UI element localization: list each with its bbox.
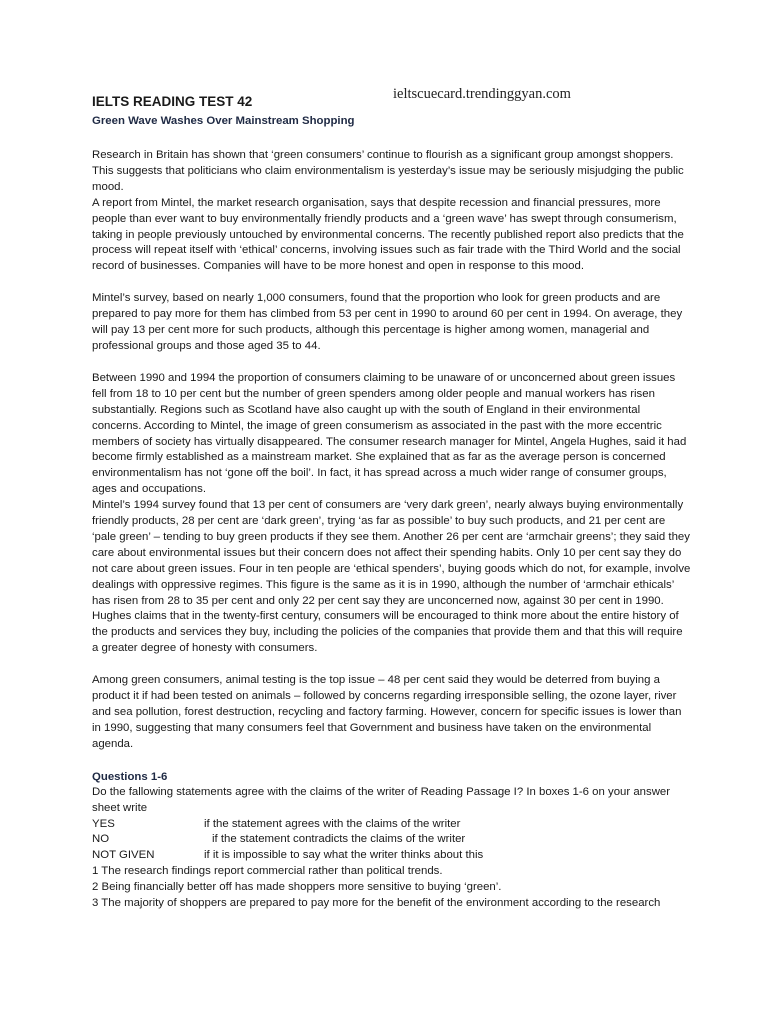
option-not-given: [92, 848, 692, 864]
question-item: 3 The majority of shoppers are prepared to pay more for the benefit of the environment according to the research: [92, 897, 661, 910]
option-no: [92, 832, 692, 848]
paragraph-2: A report from Mintel, the market research organisation, says that despite recession and financial pressures, more people than ever want to buy environmentally friendly products and a ‘green wave’ has swept through consumerism, taking in people previously untouched by environmental concerns. The recently published report also predicts that the process will repeat itself with ‘ethical’ concerns, involving issues such as fair trade with the Third World and the social record of businesses. Companies will have to be more honest and open in response to this mood.: [92, 196, 684, 273]
question-item: 2 Being financially better off has made shoppers more sensitive to buying ‘green’.: [92, 881, 502, 894]
paragraph-6: Among green consumers, animal testing is the top issue – 48 per cent said they would be deterred from buying a product it if had been tested on animals – followed by concerns regarding irresponsible selling, the ozone layer, river and sea pollution, forest destruction, recycling and factory farming. However, concern for specific issues is lower than in 1990, suggesting that many consumers feel that Government and business have taken on the environmental agenda.: [92, 674, 682, 750]
watermark-url: ieltscuecard.trendinggyan.com: [393, 86, 571, 102]
questions-instruction: Do the fallowing statements agree with the claims of the writer of Reading Passage I? In boxes 1-6 on your answer sheet write: [92, 785, 671, 814]
option-desc: if it is impossible to say what the writer thinks about this: [204, 849, 484, 862]
paragraph-4: Between 1990 and 1994 the proportion of consumers claiming to be unaware of or unconcerned about green issues fell from 18 to 10 per cent but the number of green spenders among older people and manual workers has risen substantially. Regions such as Scotland have also caught up with the south of England in their environmental concerns. According to Mintel, the image of green consumerism as associated in the past with the more eccentric members of society has virtually disappeared. The consumer research manager for Mintel, Angela Hughes, said it had become firmly established as a mainstream market. She explained that as far as the average person is concerned environmentalism has not ‘gone off the boil’. In fact, it has spread across a much wider range of consumer groups, ages and occupations.: [92, 371, 687, 496]
test-title: IELTS READING TEST 42: [92, 94, 253, 109]
option-desc: if the statement agrees with the claims of the writer: [204, 817, 461, 830]
option-key: NO: [92, 833, 110, 846]
paragraph-5: Mintel’s 1994 survey found that 13 per cent of consumers are ‘very dark green’, nearly always buying environmentally friendly products, 28 per cent are ‘dark green’, trying ‘as far as possible’ to buy such products, and 21 per cent are ‘pale green’ – tending to buy green products if they see them. Another 26 per cent are ‘armchair greens’; they said they care about environmental issues but their concern does not affect their spending habits. Only 10 per cent say they do not care about green issues. Four in ten people are ‘ethical spenders’, buying goods which do not, for example, involve dealings with oppressive regimes. This figure is the same as it is in 1990, although the number of ‘armchair ethicals’ has risen from 28 to 35 per cent and only 22 per cent say they are unconcerned now, against 30 per cent in 1990. Hughes claims that in the twenty-first century, consumers will be encouraged to think more about the entire history of the products and services they buy, including the policies of the companies that provide them and that this will require a greater degree of honesty with consumers.: [92, 499, 691, 655]
document-content: [92, 94, 692, 912]
passage-title: Green Wave Washes Over Mainstream Shopping: [92, 115, 355, 127]
paragraph-1: Research in Britain has shown that ‘green consumers’ continue to flourish as a significant group amongst shoppers. This suggests that politicians who claim environmentalism is yesterday’s issue may be seriously misjudging the public mood.: [92, 149, 684, 193]
option-key: NOT GIVEN: [92, 849, 155, 862]
question-item: 1 The research findings report commercial rather than political trends.: [92, 865, 443, 878]
paragraph-3: Mintel’s survey, based on nearly 1,000 consumers, found that the proportion who look for green products and are prepared to pay more for them has climbed from 53 per cent in 1990 to around 60 per cent in 1994. On average, they will pay 13 per cent more for such products, although this percentage is higher among women, managerial and professional groups and those aged 35 to 44.: [92, 292, 683, 352]
questions-heading: Questions 1-6: [92, 770, 168, 783]
option-yes: [92, 817, 692, 833]
option-key: YES: [92, 817, 115, 830]
option-desc: if the statement contradicts the claims of the writer: [212, 833, 466, 846]
